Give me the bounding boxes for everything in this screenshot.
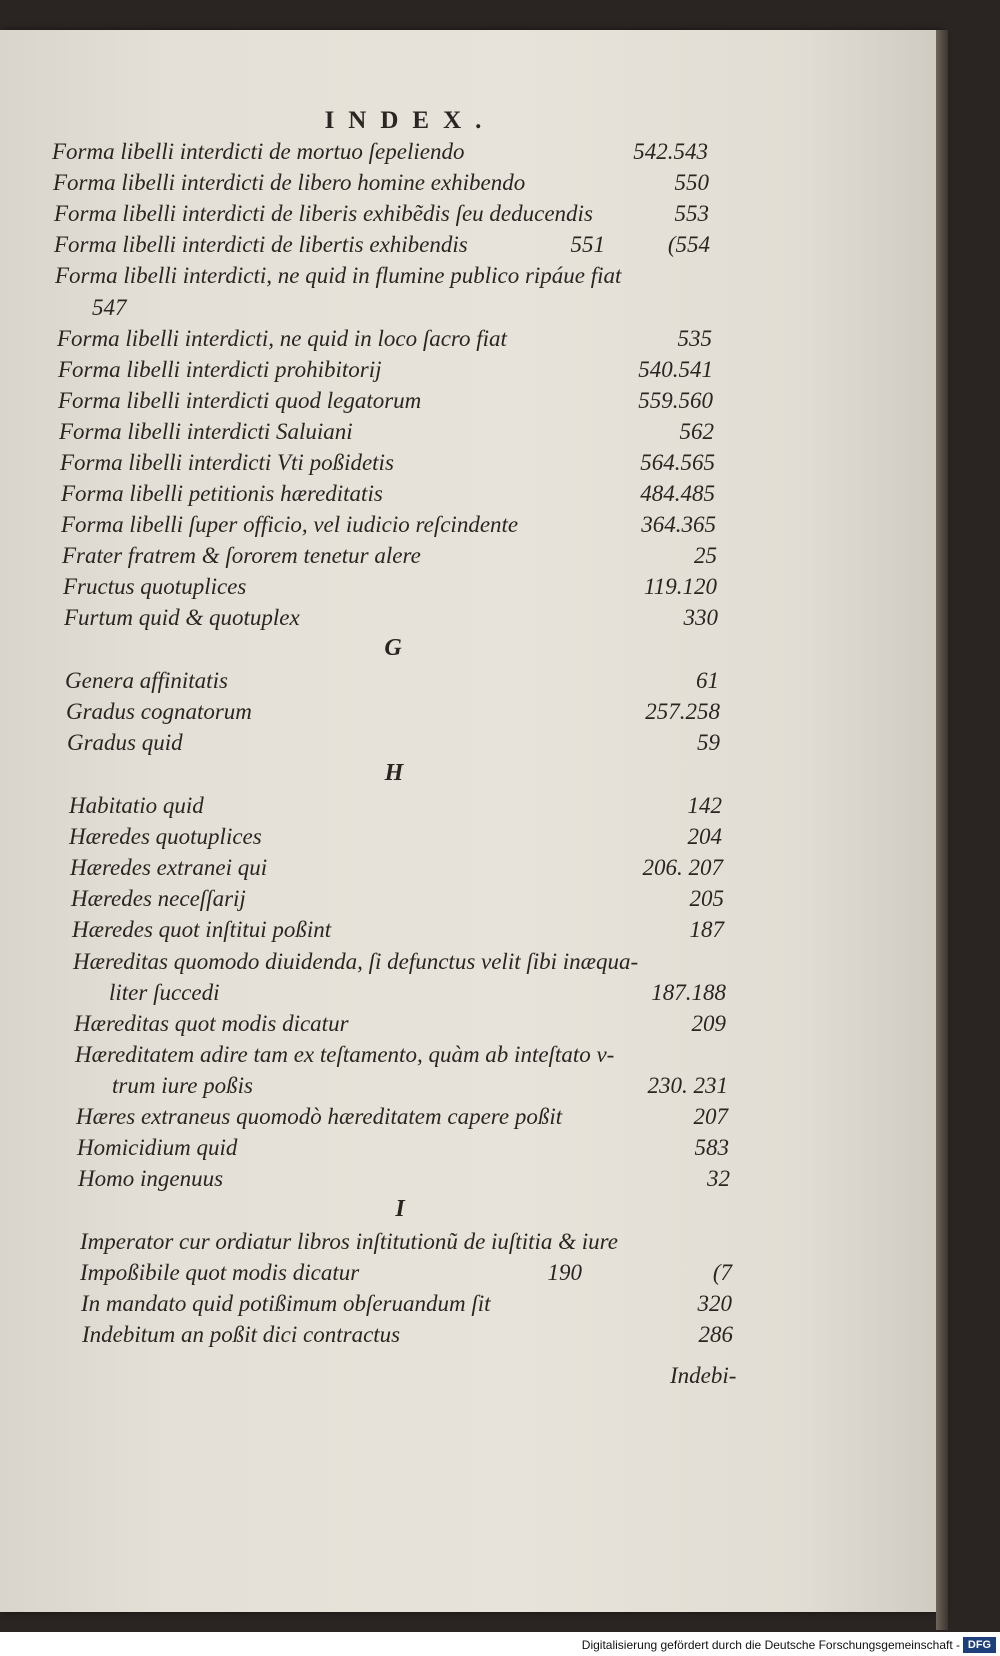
entry-term: Genera affinitatis bbox=[65, 668, 228, 693]
index-entry bbox=[53, 168, 709, 198]
index-entry bbox=[59, 417, 714, 447]
index-entry bbox=[58, 355, 713, 385]
page-number: 187 bbox=[689, 917, 724, 942]
catchword: Indebi- bbox=[670, 1363, 737, 1388]
inline-page-number: 190 bbox=[547, 1260, 582, 1285]
index-entry bbox=[54, 199, 709, 229]
page-number: 540.541 bbox=[638, 357, 713, 382]
page-number: 59 bbox=[697, 730, 720, 755]
page-number: 320 bbox=[697, 1291, 732, 1316]
page-number: 205 bbox=[689, 886, 724, 911]
entry-term: Imperator cur ordiatur libros inſtitutionũ de iuſtitia & iure bbox=[80, 1229, 618, 1254]
entry-term: Hæreditatem adire tam ex teſtamento, quàm ab inteſtato v- bbox=[75, 1042, 615, 1067]
continuation-text: trum iure poßis bbox=[112, 1073, 253, 1098]
dfg-logo: DFG bbox=[963, 1637, 996, 1653]
index-entry bbox=[71, 884, 724, 914]
page-number: 25 bbox=[694, 543, 717, 568]
page-heading: INDEX. bbox=[324, 107, 496, 134]
index-entry bbox=[80, 1258, 732, 1288]
entry-term: Homicidium quid bbox=[77, 1135, 238, 1160]
index-entry bbox=[62, 541, 717, 571]
continuation-text: liter ſuccedi bbox=[109, 980, 220, 1005]
page-number: 583 bbox=[694, 1135, 729, 1160]
index-entry-continuation bbox=[112, 1071, 728, 1101]
entry-term: Forma libelli interdicti de mortuo ſepeliendo bbox=[52, 139, 465, 164]
page-number: 562 bbox=[679, 419, 714, 444]
entry-term: Forma libelli interdicti Vti poßidetis bbox=[60, 450, 394, 475]
entry-term: In mandato quid potißimum obſeruandum ſit bbox=[81, 1291, 491, 1316]
entry-term: Forma libelli interdicti Saluiani bbox=[59, 419, 353, 444]
section-letter: G bbox=[384, 635, 402, 661]
entry-term: Forma libelli interdicti de liberis exhibẽdis ſeu deducendis bbox=[54, 201, 593, 226]
page-number: (554 bbox=[667, 232, 710, 257]
entry-term: Forma libelli petitionis hæreditatis bbox=[61, 481, 383, 506]
page-number: 32 bbox=[707, 1166, 730, 1191]
page-number: 330 bbox=[683, 605, 718, 630]
entry-term: Forma libelli interdicti, ne quid in loco ſacro fiat bbox=[57, 326, 507, 351]
page-number: 535 bbox=[677, 326, 712, 351]
entry-term: Homo ingenuus bbox=[78, 1166, 224, 1191]
continuation-text: 547 bbox=[92, 295, 127, 320]
entry-term: Hæredes extranei qui bbox=[70, 855, 268, 880]
entry-term: Forma libelli interdicti de libertis exhibendis bbox=[54, 232, 468, 257]
page-number: 230. 231 bbox=[647, 1073, 728, 1098]
page-number: 61 bbox=[696, 668, 719, 693]
footer-credit: Digitalisierung gefördert durch die Deutsche Forschungsgemeinschaft - bbox=[581, 1638, 960, 1652]
index-entry bbox=[81, 1289, 732, 1319]
index-entry bbox=[61, 479, 715, 509]
page-number: 550 bbox=[674, 170, 709, 195]
index-entry bbox=[54, 230, 710, 260]
page-number: 553 bbox=[674, 201, 709, 226]
page-number: 542.543 bbox=[633, 139, 708, 164]
entry-term: Hæredes quotuplices bbox=[69, 824, 262, 849]
index-entry bbox=[74, 1009, 726, 1039]
page-number: 484.485 bbox=[640, 481, 715, 506]
index-entry bbox=[73, 947, 725, 977]
page-number: 257.258 bbox=[645, 699, 720, 724]
entry-term: Habitatio quid bbox=[69, 793, 204, 818]
page-number: 364.365 bbox=[641, 512, 716, 537]
index-entry-continuation bbox=[109, 978, 726, 1008]
page-number: 207 bbox=[693, 1104, 728, 1129]
index-entry-continuation bbox=[92, 293, 711, 323]
entry-term: Furtum quid & quotuplex bbox=[64, 605, 300, 630]
index-entry bbox=[63, 572, 717, 602]
index-entry bbox=[57, 324, 712, 354]
entry-term: Impoßibile quot modis dicatur bbox=[80, 1260, 360, 1285]
entry-term: Gradus cognatorum bbox=[66, 699, 252, 724]
entry-term: Forma libelli interdicti prohibitorij bbox=[58, 357, 382, 382]
entry-term: Fructus quotuplices bbox=[63, 574, 247, 599]
index-entry bbox=[69, 791, 722, 821]
page-number: 187.188 bbox=[651, 980, 726, 1005]
index-entry bbox=[65, 666, 719, 696]
index-entry bbox=[69, 822, 722, 852]
entry-term: Forma libelli ſuper officio, vel iudicio reſcindente bbox=[61, 512, 519, 537]
index-entry bbox=[82, 1320, 733, 1350]
section-letter: I bbox=[395, 1196, 405, 1222]
entry-term: Gradus quid bbox=[67, 730, 183, 755]
index-entry bbox=[67, 728, 720, 758]
index-entry bbox=[58, 386, 713, 416]
inline-page-number: 551 bbox=[570, 232, 605, 257]
index-entry bbox=[72, 915, 724, 945]
page-number: 206. 207 bbox=[642, 855, 723, 880]
index-entry bbox=[75, 1040, 727, 1070]
index-entry bbox=[78, 1164, 730, 1194]
index-entry bbox=[76, 1102, 728, 1132]
index-entry bbox=[80, 1227, 731, 1257]
entry-term: Frater fratrem & ſororem tenetur alere bbox=[62, 543, 421, 568]
page-number: 286 bbox=[698, 1322, 733, 1347]
entry-term: Hæredes quot inſtitui poßint bbox=[72, 917, 332, 942]
page-number: (7 bbox=[712, 1260, 732, 1285]
page-number: 142 bbox=[687, 793, 722, 818]
entry-term: Forma libelli interdicti, ne quid in flumine publico ripáue fiat bbox=[55, 263, 622, 288]
index-entry bbox=[70, 853, 723, 883]
entry-term: Forma libelli interdicti de libero homine exhibendo bbox=[53, 170, 526, 195]
entry-term: Forma libelli interdicti quod legatorum bbox=[58, 388, 422, 413]
page-edge bbox=[936, 30, 948, 1630]
index-entry bbox=[66, 697, 720, 727]
page-number: 119.120 bbox=[643, 574, 717, 599]
entry-term: Hæres extraneus quomodò hæreditatem capere poßit bbox=[76, 1104, 563, 1129]
section-letter: H bbox=[384, 760, 404, 786]
entry-term: Hæreditas quot modis dicatur bbox=[74, 1011, 349, 1036]
entry-term: Indebitum an poßit dici contractus bbox=[82, 1322, 401, 1347]
page-number: 204 bbox=[687, 824, 722, 849]
index-entry bbox=[60, 448, 715, 478]
page-number: 559.560 bbox=[638, 388, 713, 413]
index-entry bbox=[61, 510, 716, 540]
entry-term: Hæredes neceſſarij bbox=[71, 886, 246, 911]
index-entry bbox=[77, 1133, 729, 1163]
index-entry bbox=[64, 603, 718, 633]
page-number: 564.565 bbox=[640, 450, 715, 475]
index-entry bbox=[55, 261, 711, 291]
page-number: 209 bbox=[691, 1011, 726, 1036]
index-entry bbox=[52, 137, 708, 167]
entry-term: Hæreditas quomodo diuidenda, ſi defunctus velit ſibi inæqua- bbox=[73, 949, 639, 974]
